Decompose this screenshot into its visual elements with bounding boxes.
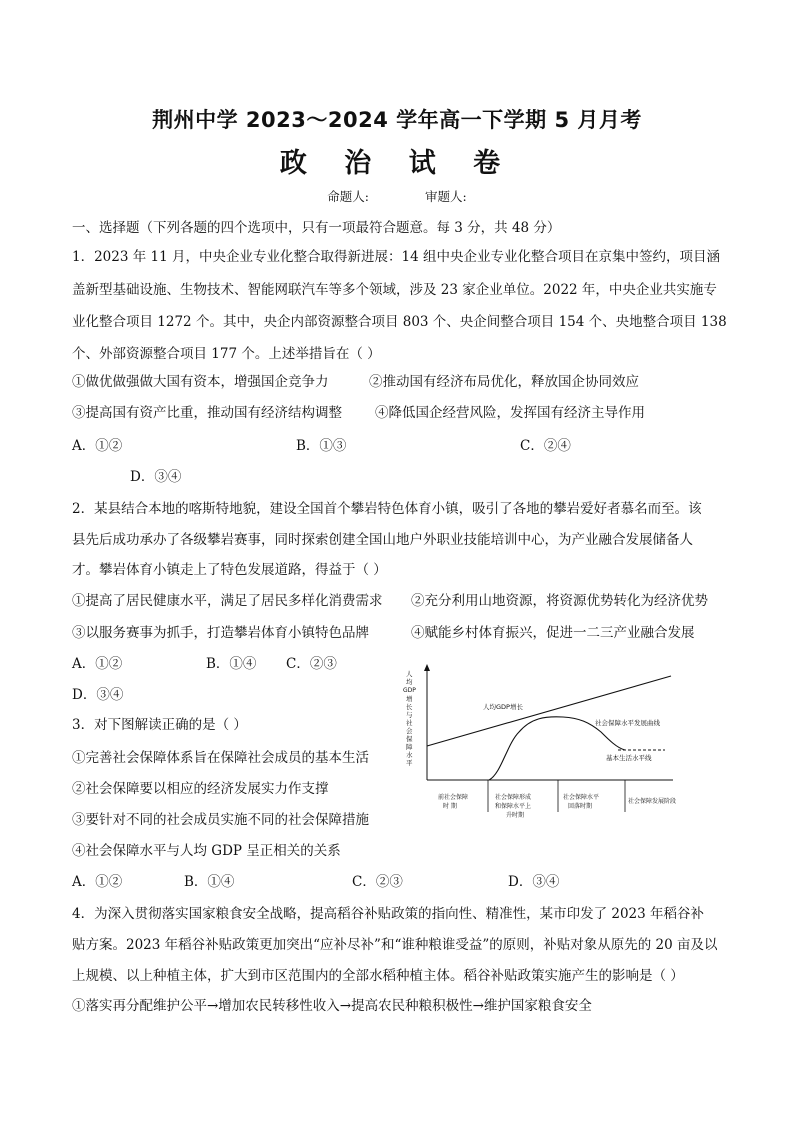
gdp-label: 人均GDP增长 [483,703,523,711]
q2-choice-c: C．②③ [286,656,337,672]
stage-label: 回落时期 [568,803,593,810]
q3-choice-d: D．③④ [508,874,560,890]
q2-item: ②充分利用山地资源，将资源优势转化为经济优势 [411,593,708,609]
q4-line: 贴方案。2023 年稻谷补贴政策更加突出“应补尽补”和“谁种粮谁受益”的原则，补贴对象从原先的 20 亩及以 [72,937,718,953]
ylabel-char: 长 [406,703,413,711]
gdp-growth-line [427,676,671,746]
q1-choice-b: B．①③ [296,438,347,454]
q1-choice-d: D．③④ [130,469,182,485]
ylabel-char: 增 [406,695,413,703]
exam-title: 荆州中学 2023～2024 学年高一下学期 5 月月考 [152,108,642,132]
q3-choice-a: A．①② [72,874,123,890]
stage-label: 社会保障水平 [563,794,600,801]
q3-item: ③要针对不同的社会成员实施不同的社会保障措施 [72,812,369,828]
setter-label: 命题人: [327,189,369,204]
q3-choice-c: C．②③ [352,874,403,890]
ylabel-char: 障 [406,743,413,751]
y-axis-arrow [424,664,430,671]
ylabel-char: 保 [406,735,413,743]
q1-line: 业化整合项目 1272 个。其中，央企内部资源整合项目 803 个、央企间整合项目 154 个、央地整合项目 138 [72,314,727,330]
stage-label: 前社会保障 [438,794,469,801]
ylabel-char: 人 [406,670,413,678]
ylabel-char: 会 [406,727,413,735]
q1-choice-c: C．②④ [520,438,571,454]
ylabel-char: 社 [406,719,413,727]
ylabel-char: 水 [406,751,413,759]
q1-line: 1．2023 年 11 月，中央企业专业化整合取得新进展：14 组中央企业专业化整合项目在京集中签约，项目涵 [72,249,720,265]
q2-item: ①提高了居民健康水平，满足了居民多样化消费需求 [72,593,383,609]
q3-stem: 3．对下图解读正确的是（ ） [72,717,247,733]
q3-item: ①完善社会保障体系旨在保障社会成员的基本生活 [72,750,369,766]
reviewer-label: 审题人: [424,189,467,204]
q3-choice-b: B．①④ [184,874,235,890]
q2-item: ③以服务赛事为抓手，打造攀岩体育小镇特色品牌 [72,625,369,641]
stage-label: 社会保障形成 [495,794,532,801]
q2-line: 才。攀岩体育小镇走上了特色发展道路，得益于（ ） [72,562,387,578]
q2-line: 2．某县结合本地的喀斯特地貌，建设全国首个攀岩特色体育小镇，吸引了各地的攀岩爱好者慕名而至。该 [72,501,702,517]
stage-label: 时 期 [443,803,457,810]
q3-item: ④社会保障水平与人均 GDP 呈正相关的关系 [72,843,341,859]
q2-line: 县先后成功承办了各级攀岩赛事，同时探索创建全国山地户外职业技能培训中心，为产业融合发展储备人 [72,532,693,548]
q2-choice-d: D．③④ [72,687,124,703]
basic-line-label: 基本生活水平线 [606,754,652,762]
social-security-chart [403,662,683,832]
section-heading: 一、选择题（下列各题的四个选项中，只有一项最符合题意。每 3 分，共 48 分） [72,220,561,236]
exam-subject: 政 治 试 卷 [279,148,515,179]
ylabel-char: GDP [403,687,416,694]
ylabel-char: 均 [406,678,413,686]
q4-item: ①落实再分配维护公平→增加农民转移性收入→提高农民种粮积极性→维护国家粮食安全 [72,998,592,1014]
stage-label: 和保障水平上 [495,803,532,810]
q2-choice-b: B．①④ [206,656,257,672]
q3-item: ②社会保障要以相应的经济发展实力作支撑 [72,781,329,797]
x-axis-label: 社会保障发展阶段 [628,798,677,805]
q4-line: 4．为深入贯彻落实国家粮食安全战略，提高稻谷补贴政策的指向性、精准性，某市印发了 2023 年稻谷补 [72,906,705,922]
q1-choice-a: A．①② [72,438,123,454]
ylabel-char: 与 [406,711,413,719]
q1-item: ④降低国企经营风险，发挥国有经济主导作用 [375,405,645,421]
q1-line: 盖新型基础设施、生物技术、智能网联汽车等多个领域，涉及 23 家企业单位。2022 年，中央企业共实施专 [72,282,717,298]
ss-curve-label: 社会保障水平发展曲线 [595,719,660,727]
ylabel-char: 平 [406,759,413,767]
q2-choice-a: A．①② [72,656,123,672]
q1-item: ③提高国有资产比重，推动国有经济结构调整 [72,405,342,421]
stage-label: 升时期 [506,812,525,819]
q4-line: 上规模、以上种植主体，扩大到市区范围内的全部水稻种植主体。稻谷补贴政策实施产生的影响是（ ） [72,968,684,984]
q2-item: ④赋能乡村体育振兴，促进一二三产业融合发展 [411,625,695,641]
authors-line [0,187,794,205]
q1-item: ②推动国有经济布局优化，释放国企协同效应 [369,374,639,390]
q1-item: ①做优做强做大国有资本，增强国企竞争力 [72,374,329,390]
q1-line: 个、外部资源整合项目 177 个。上述举措旨在（ ） [72,346,381,362]
